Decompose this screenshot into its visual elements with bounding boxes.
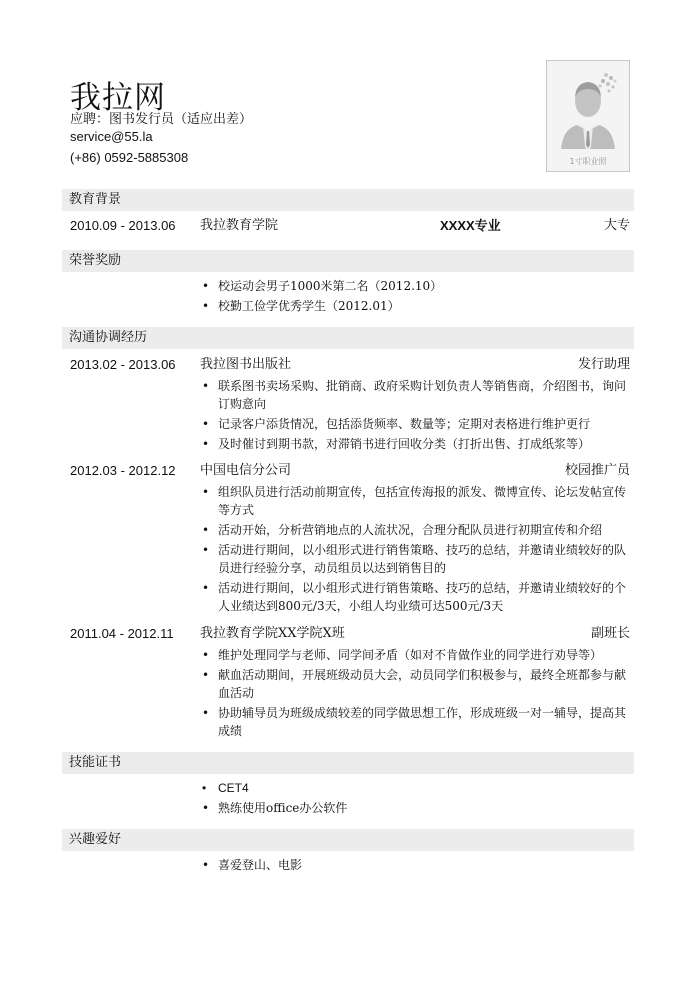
experience-row — [70, 462, 630, 480]
experience-row — [70, 625, 630, 643]
education-major: XXXX专业 — [440, 218, 501, 233]
person-silhouette-icon — [547, 61, 629, 171]
section-education: 教育背景 — [62, 189, 634, 211]
education-row — [70, 217, 630, 235]
section-skills: 技能证书 — [62, 752, 634, 774]
experience-list — [200, 483, 632, 617]
list-item: • 联系图书卖场采购、批销商、政府采购计划负责人等销售商，介绍图书，询问订购意向 — [200, 377, 632, 413]
hobbies-list — [200, 856, 632, 876]
list-item: • 活动进行期间，以小组形式进行销售策略、技巧的总结，并邀请业绩较好的个人业绩达到800元/3天，小组人均业绩可达500元/3天 — [200, 579, 632, 615]
experience-org: 我拉图书出版社 — [200, 357, 292, 372]
list-item: • 献血活动期间，开展班级动员大会，动员同学们积极参与，最终全班都参与献血活动 — [200, 666, 632, 702]
education-degree: 大专 — [603, 218, 630, 233]
list-item: • 熟练使用office办公软件 — [200, 799, 632, 817]
experience-role: 发行助理 — [577, 357, 630, 372]
education-school: 我拉教育学院 — [200, 218, 279, 233]
list-item: • 活动开始，分析营销地点的人流状况，合理分配队员进行初期宣传和介绍 — [200, 521, 632, 539]
section-experience: 沟通协调经历 — [62, 327, 634, 349]
list-item: • 活动进行期间，以小组形式进行销售策略、技巧的总结，并邀请业绩较好的队员进行经验分享，动员组员以达到销售目的 — [200, 541, 632, 577]
list-item: • CET4 — [200, 779, 632, 797]
experience-org: 中国电信分公司 — [200, 463, 292, 478]
education-date: 2010.09 - 2013.06 — [70, 218, 176, 233]
list-item: • 维护处理同学与老师、同学间矛盾（如对不肯做作业的同学进行劝导等） — [200, 646, 632, 664]
experience-date: 2011.04 - 2012.11 — [70, 626, 174, 641]
experience-role: 副班长 — [590, 626, 630, 641]
experience-date: 2013.02 - 2013.06 — [70, 357, 176, 372]
list-item: • 校运动会男子1000米第二名（2012.10） — [200, 277, 632, 295]
email-address: service@55.la — [70, 129, 153, 144]
experience-org: 我拉教育学院XX学院X班 — [200, 626, 345, 641]
experience-role: 校园推广员 — [564, 463, 630, 478]
list-item: • 及时催讨到期书款，对滞销书进行回收分类（打折出售、打成纸浆等） — [200, 435, 632, 453]
experience-list — [200, 646, 632, 742]
list-item: • 协助辅导员为班级成绩较差的同学做思想工作，形成班级一对一辅导，提高其成绩 — [200, 704, 632, 740]
experience-row — [70, 356, 630, 374]
list-item: • 记录客户添货情况，包括添货频率、数量等；定期对表格进行维护更行 — [200, 415, 632, 433]
photo-placeholder — [546, 60, 630, 172]
list-item: • 喜爱登山、电影 — [200, 856, 632, 874]
section-honors: 荣誉奖励 — [62, 250, 634, 272]
applied-position: 应聘：图书发行员（适应出差） — [70, 112, 253, 127]
experience-date: 2012.03 - 2012.12 — [70, 463, 176, 478]
section-hobbies: 兴趣爱好 — [62, 829, 634, 851]
honors-list — [200, 277, 632, 317]
list-item: • 组织队员进行活动前期宣传，包括宣传海报的派发、微博宣传、论坛发帖宣传等方式 — [200, 483, 632, 519]
list-item: • 校勤工俭学优秀学生（2012.01） — [200, 297, 632, 315]
photo-label: 1寸职业照 — [569, 157, 607, 166]
candidate-name: 我拉网 — [70, 80, 166, 116]
phone-number: (+86) 0592-5885308 — [70, 150, 189, 165]
skills-list — [200, 779, 632, 819]
experience-list — [200, 377, 632, 455]
